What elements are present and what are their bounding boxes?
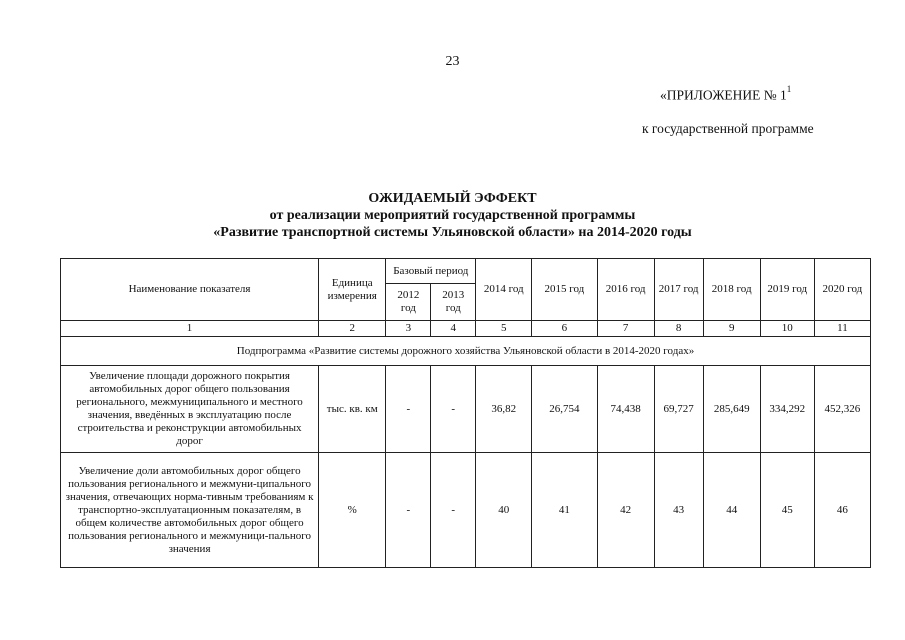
appendix-label	[660, 86, 791, 104]
appendix-text: «ПРИЛОЖЕНИЕ № 1	[660, 87, 787, 103]
value-2017: 43	[654, 453, 703, 568]
value-2012: -	[386, 453, 431, 568]
page-number: 23	[445, 54, 460, 69]
value-2017: 69,727	[654, 366, 703, 453]
value-2019: 334,292	[760, 366, 814, 453]
value-2020: 452,326	[814, 366, 870, 453]
column-number: 10	[760, 321, 814, 337]
indicator-name: Увеличение площади дорожного покрытия автомобильных дорог общего пользования регионального, межмуниципального и местного значения, введённых в эксплуатацию после строительства и реконструкции автомобильных дорог	[61, 366, 319, 453]
column-number: 7	[597, 321, 654, 337]
title-line-2: от реализации мероприятий государственной программы	[269, 208, 636, 223]
value-2015: 26,754	[532, 366, 597, 453]
value-2019: 45	[760, 453, 814, 568]
column-number: 6	[532, 321, 597, 337]
column-number: 9	[703, 321, 760, 337]
header-unit: Единица измерения	[319, 259, 386, 321]
appendix-subtitle: к государственной программе	[642, 121, 814, 136]
column-number-row	[61, 321, 871, 337]
value-2013: -	[431, 366, 476, 453]
indicator-name: Увеличение доли автомобильных дорог общего пользования регионального и межмуни-ципального значения, отвечающих норма-тивным требованиям к транспортно-эксплуатационным показателям, в общем количестве автомобильных дорог общего пользования регионального и межмуници-пального значения	[61, 453, 319, 568]
value-2016: 74,438	[597, 366, 654, 453]
indicator-unit: тыс. кв. км	[319, 366, 386, 453]
value-2018: 285,649	[703, 366, 760, 453]
value-2014: 40	[476, 453, 532, 568]
value-2013: -	[431, 453, 476, 568]
value-2012: -	[386, 366, 431, 453]
header-2016: 2016 год	[597, 259, 654, 321]
subprogram-row	[61, 337, 871, 366]
value-2020: 46	[814, 453, 870, 568]
column-number: 1	[61, 321, 319, 337]
header-name: Наименование показателя	[61, 259, 319, 321]
value-2016: 42	[597, 453, 654, 568]
column-number: 4	[431, 321, 476, 337]
document-title	[0, 190, 905, 241]
value-2014: 36,82	[476, 366, 532, 453]
header-2018: 2018 год	[703, 259, 760, 321]
subprogram-title: Подпрограмма «Развитие системы дорожного хозяйства Ульяновской области в 2014-2020 годах»	[61, 337, 871, 366]
column-number: 2	[319, 321, 386, 337]
header-2014: 2014 год	[476, 259, 532, 321]
header-2012: 2012 год	[386, 284, 431, 321]
indicator-unit: %	[319, 453, 386, 568]
table-row	[61, 366, 871, 453]
header-base-period: Базовый период	[386, 259, 476, 284]
column-number: 5	[476, 321, 532, 337]
title-line-1: ОЖИДАЕМЫЙ ЭФФЕКТ	[368, 191, 537, 206]
appendix-superscript: 1	[786, 84, 792, 94]
header-2017: 2017 год	[654, 259, 703, 321]
header-2019: 2019 год	[760, 259, 814, 321]
value-2018: 44	[703, 453, 760, 568]
column-number: 3	[386, 321, 431, 337]
column-number: 11	[814, 321, 870, 337]
header-2013: 2013 год	[431, 284, 476, 321]
value-2015: 41	[532, 453, 597, 568]
column-number: 8	[654, 321, 703, 337]
header-2015: 2015 год	[532, 259, 597, 321]
expected-effect-table	[60, 258, 871, 568]
title-line-3: «Развитие транспортной системы Ульяновской области» на 2014-2020 годы	[213, 225, 692, 240]
table-row	[61, 453, 871, 568]
header-row	[61, 259, 871, 284]
header-2020: 2020 год	[814, 259, 870, 321]
